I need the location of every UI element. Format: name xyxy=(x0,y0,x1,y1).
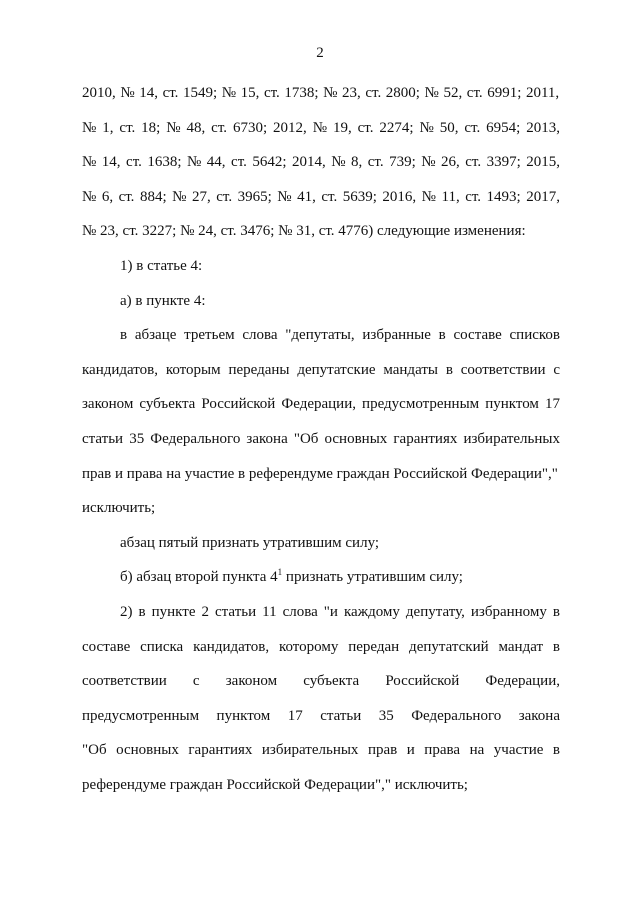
document-body xyxy=(82,76,560,802)
item-1b xyxy=(82,560,560,595)
text-line: соответствии с законом субъекта Российской Федерации, xyxy=(82,673,560,690)
text-line: исключить; xyxy=(82,500,156,517)
item-2 xyxy=(82,595,560,803)
text-line: статьи 35 Федерального закона "Об основных гарантиях избирательных xyxy=(82,430,560,447)
text-line: № 6, ст. 884; № 27, ст. 3965; № 41, ст. 5639; 2016, № 11, ст. 1493; 2017, xyxy=(82,188,560,205)
item-1b-text: признать утратившим силу; xyxy=(282,569,463,586)
text-line: предусмотренным пунктом 17 статьи 35 Федерального закона xyxy=(82,707,560,724)
text-line: прав и права на участие в референдуме граждан Российской Федерации"," xyxy=(82,465,558,482)
paragraph-3-amendment xyxy=(82,318,560,526)
superscript: 1 xyxy=(277,567,283,578)
item-1a: а) в пункте 4: xyxy=(120,292,206,309)
text-line: в абзаце третьем слова "депутаты, избранные в составе списков xyxy=(120,327,560,344)
text-line: № 14, ст. 1638; № 44, ст. 5642; 2014, № 8, ст. 739; № 26, ст. 3397; 2015, xyxy=(82,154,560,171)
text-line: "Об основных гарантиях избирательных прав и права на участие в xyxy=(82,742,560,759)
text-line: 2010, № 14, ст. 1549; № 15, ст. 1738; № 23, ст. 2800; № 52, ст. 6991; 2011, xyxy=(82,85,560,101)
paragraph-5-amendment: абзац пятый признать утратившим силу; xyxy=(120,534,380,551)
text-line: кандидатов, которым переданы депутатские мандаты в соответствии с xyxy=(82,361,560,378)
text-line: № 23, ст. 3227; № 24, ст. 3476; № 31, ст. 4776) следующие изменения: xyxy=(82,223,526,240)
item-1: 1) в статье 4: xyxy=(120,257,203,274)
text-line: № 1, ст. 18; № 48, ст. 6730; 2012, № 19, ст. 2274; № 50, ст. 6954; 2013, xyxy=(82,119,560,136)
text-line: референдуме граждан Российской Федерации"," исключить; xyxy=(82,776,468,793)
page-number: 2 xyxy=(316,45,324,61)
text-line: составе списка кандидатов, которому передан депутатский мандат в xyxy=(82,638,560,655)
text-line: 2) в пункте 2 статьи 11 слова "и каждому депутату, избранному в xyxy=(120,603,560,620)
intro-paragraph xyxy=(82,76,560,249)
text-line: законом субъекта Российской Федерации, предусмотренным пунктом 17 xyxy=(82,396,560,413)
item-1b-text: б) абзац второй пункта 4 xyxy=(120,569,278,586)
